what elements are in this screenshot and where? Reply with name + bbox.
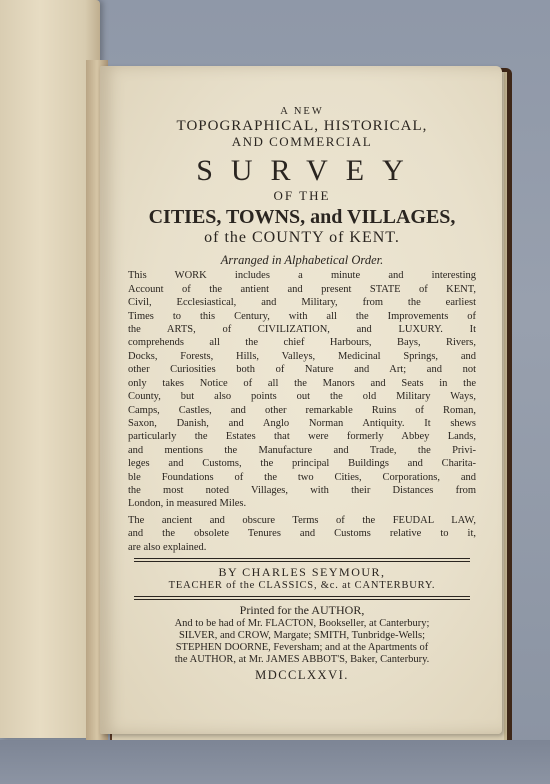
title-page-text	[128, 106, 476, 682]
description-line: other Curiosities both of Nature and Art; and not	[128, 364, 476, 376]
double-rule-bottom	[134, 596, 470, 600]
table-surface	[0, 740, 550, 784]
imprint-block	[128, 618, 476, 666]
title-page	[100, 66, 502, 734]
description-line: and mentions the Manufacture and Trade, the Privi-	[128, 444, 476, 456]
title-line-arranged: Arranged in Alphabetical Order.	[220, 253, 384, 268]
description-line: the most noted Villages, with their Distances from	[128, 484, 476, 496]
description-line: London, in measured Miles.	[128, 498, 247, 510]
feudal-paragraph	[128, 514, 476, 554]
description-line: the ARTS, of CIVILIZATION, and LUXURY. It	[128, 324, 476, 336]
description-line: Docks, Forests, Hills, Valleys, Medicinal Springs, and	[128, 350, 476, 362]
title-line-a-new: A NEW	[280, 106, 324, 117]
description-line: County, but also points out the old Military Ways,	[128, 391, 476, 403]
imprint-line: And to be had of Mr. FLACTON, Bookseller, at Canterbury;	[174, 617, 430, 629]
description-line: ble Foundations of the two Cities, Corporations, and	[128, 471, 476, 483]
description-line: particularly the Estates that were formerly Abbey Lands,	[128, 431, 476, 443]
title-line-of-the: OF THE	[273, 187, 331, 203]
double-rule-top	[134, 558, 470, 562]
description-line: Camps, Castles, and other remarkable Ruins of Roman,	[128, 404, 476, 416]
feudal-line: and the obsolete Tenures and Customs relative to it,	[128, 528, 476, 540]
title-line-commercial: AND COMMERCIAL	[231, 134, 373, 150]
description-line: Saxon, Danish, and Anglo Norman Antiquity. It shews	[128, 417, 476, 429]
author-title-line: TEACHER of the CLASSICS, &c. at CANTERBURY.	[168, 579, 436, 591]
title-line-cities: CITIES, TOWNS, and VILLAGES,	[148, 205, 456, 228]
title-line-topographical: TOPOGRAPHICAL, HISTORICAL,	[176, 118, 428, 135]
imprint-line: STEPHEN DOORNE, Feversham; and at the Apartments of	[175, 641, 429, 653]
title-survey: SURVEY	[196, 154, 422, 188]
description-line: Civil, Ecclesiastical, and Military, from the earliest	[128, 297, 476, 309]
imprint-line: the AUTHOR, at Mr. JAMES ABBOT'S, Baker, Canterbury.	[174, 653, 430, 665]
description-line: leges and Customs, the principal Buildings and Charita-	[128, 458, 476, 470]
description-paragraph	[128, 269, 476, 510]
imprint-line: SILVER, and CROW, Margate; SMITH, Tunbridge-Wells;	[178, 629, 426, 641]
feudal-line: The ancient and obscure Terms of the FEUDAL LAW,	[128, 514, 476, 526]
publication-date: MDCCLXXVI.	[255, 667, 349, 682]
description-line: only takes Notice of all the Manors and Seats in the	[128, 377, 476, 389]
feudal-line: are also explained.	[128, 541, 207, 553]
description-line: Times to this Century, with all the Improvements of	[128, 310, 476, 322]
title-line-county: of the COUNTY of KENT.	[204, 228, 400, 246]
author-line: BY CHARLES SEYMOUR,	[218, 564, 386, 579]
description-line: comprehends all the chief Harbours, Bays, Rivers,	[128, 337, 476, 349]
description-line: This WORK includes a minute and interesting	[128, 270, 476, 282]
description-line: Account of the antient and present STATE of KENT,	[128, 283, 476, 295]
printed-for-line: Printed for the AUTHOR,	[239, 602, 365, 617]
front-cover-board	[0, 0, 100, 738]
